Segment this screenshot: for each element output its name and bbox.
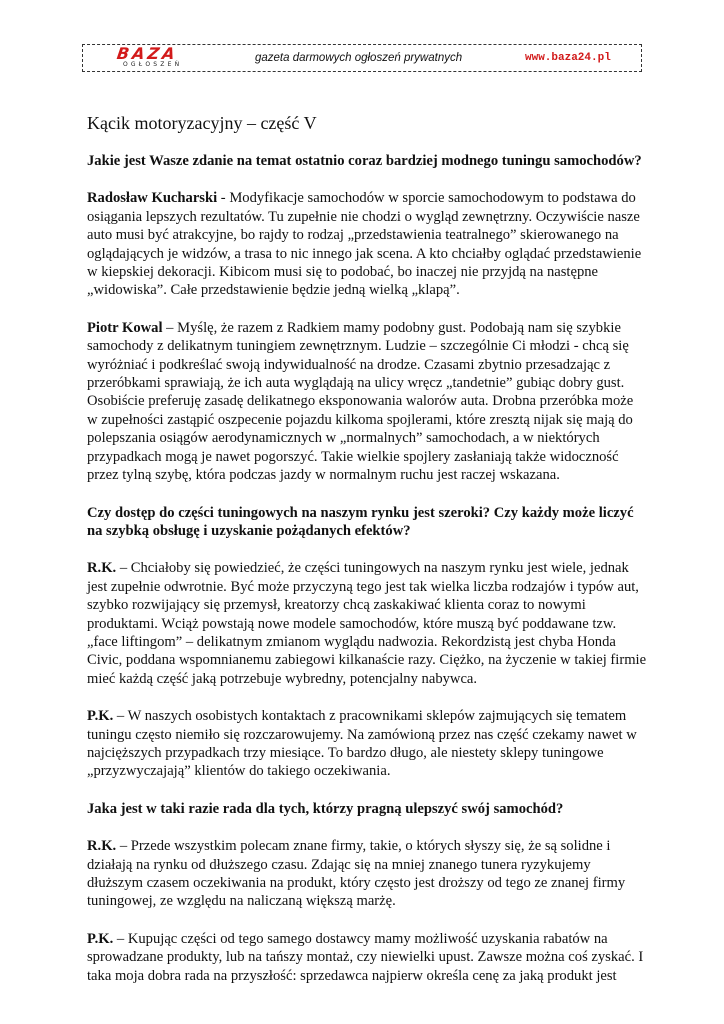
answer-4 (87, 707, 647, 781)
answer-1 (87, 189, 647, 299)
speaker-name: P.K. (87, 930, 114, 947)
logo-subtext: OGŁOSZEŃ (123, 61, 183, 68)
article (87, 112, 647, 1004)
header-tagline: gazeta darmowych ogłoszeń prywatnych (255, 52, 463, 64)
separator: – (162, 319, 178, 336)
answer-text: Kupując części od tego samego dostawcy mamy możliwość uzyskania rabatów na sprowadzane produkty, lub na tańszy montaż, czy niewielki upust. Zawsze można coś zyskać. I taka moja dobra rada na przyszłość: sprzedawca najpierw określa cenę za jaką produkt jest (87, 930, 644, 984)
answer-text: Przede wszystkim polecam znane firmy, takie, o których słyszy się, że są solidne i działają na rynku od dłuższego czasu. Zdając się na mniej znanego tunera ryzykujemy dłuższym czasem oczekiwania na produkt, który często jest droższy od tego ze znanej firmy tuningowej, ze względu na naliczaną większą marżę. (87, 838, 626, 910)
answer-text: W naszych osobistych kontaktach z pracownikami sklepów zajmujących się tematem tuningu często niemiło się rozczarowujemy. Na zamówioną przez nas część czekamy nawet w najcięższych przypadkach trzy miesiące. To bardzo długo, ale niestety sklepy tuningowe „przyzwyczajają” klientów do takiego oczekiwania. (87, 708, 637, 780)
separator: – (116, 838, 131, 855)
logo-text: BAZA (115, 44, 179, 63)
separator: – (113, 708, 128, 725)
answer-6 (87, 930, 647, 985)
answer-text: Modyfikacje samochodów w sporcie samochodowym to podstawa do osiągania lepszych rezultatów. Tu zupełnie nie chodzi o wygląd zewnętrzny. Oczywiście nasze auto musi być atrakcyjne, bo rajdy to rodzaj „przedstawienia teatralnego” skierowanego na oglądających je widzów, a trasa to nic innego jak scena. A kto chciałby oglądać przedstawienie w kiepskiej dekoracji. Kibicom musi się to podobać, bo inaczej nie przyjdą na następne „widowiska”. Całe przedstawienie będzie jedną wielką „klapą”. (87, 190, 642, 299)
question-3: Jaka jest w taki razie rada dla tych, którzy pragną ulepszyć swój samochód? (87, 800, 564, 817)
speaker-name: R.K. (87, 560, 117, 577)
separator: - (217, 190, 230, 207)
article-title: Kącik motoryzacyjny – część V (87, 113, 317, 133)
speaker-name: R.K. (87, 838, 117, 855)
baza-logo (113, 46, 213, 70)
answer-3 (87, 559, 647, 688)
answer-text: Myślę, że razem z Radkiem mamy podobny gust. Podobają nam się szybkie samochody z delikatnym tuningiem zewnętrznym. Ludzie – szczególnie Ci młodzi - chcą się wyróżniać i podkreślać swoją indywidualność na drodze. Czasami zbytnio przesadzając z przeróbkami sprawiają, że ich auta wyglądają na ulicy wręcz „tandetnie” gubiąc dobry gust. Osobiście preferuję zasadę delikatnego eksponowania walorów auta. Drobna przeróbka może w zupełności zastąpić oszpecenie pojazdu kilkoma spojlerami, które zresztą nijak się mają do polepszania osiągów aerodynamicznych w „normalnych” samochodach, a w niektórych przypadkach mogą je nawet pogorszyć. Takie wielkie spojlery zasłaniają także widoczność przez tylną szybę, która podczas jazdy w normalnym ruchu jest raczej wskazana. (87, 319, 634, 484)
answer-text: Chciałoby się powiedzieć, że części tuningowych na naszym rynku jest wiele, jednak jest zupełnie odwrotnie. Być może przyczyną tego jest tak wielka liczba rodzajów i typów aut, szybko rozwijający się przemysł, kreatorzy chcą zaskakiwać klienta coraz to nowymi produktami. Wciąż powstają nowe modele samochodów, które muszą być poddawane tzw. „face liftingom” – delikatnym zmianom wyglądu nadwozia. Rekordzistą jest chyba Honda Civic, poddana wspomnianemu zabiegowi kilkanaście razy. Ciężko, na życzenie w takiej firmie mieć każdą część jaką potrzebuje wybredny, potencjalny nabywca. (87, 560, 647, 687)
separator: – (113, 930, 128, 947)
speaker-name: Radosław Kucharski (87, 190, 218, 207)
question-1: Jakie jest Wasze zdanie na temat ostatnio coraz bardziej modnego tuningu samochodów? (87, 153, 642, 169)
speaker-name: P.K. (87, 708, 114, 725)
answer-2 (87, 319, 647, 485)
question-2: Czy dostęp do części tuningowych na naszym rynku jest szeroki? Czy każdy może liczyć na szybką obsługę i uzyskanie pożądanych efektów? (87, 504, 634, 539)
separator: – (116, 560, 131, 577)
answer-5 (87, 837, 647, 911)
speaker-name: Piotr Kowal (87, 319, 163, 336)
page-header (82, 44, 642, 72)
website-link[interactable]: www.baza24.pl (525, 52, 611, 64)
